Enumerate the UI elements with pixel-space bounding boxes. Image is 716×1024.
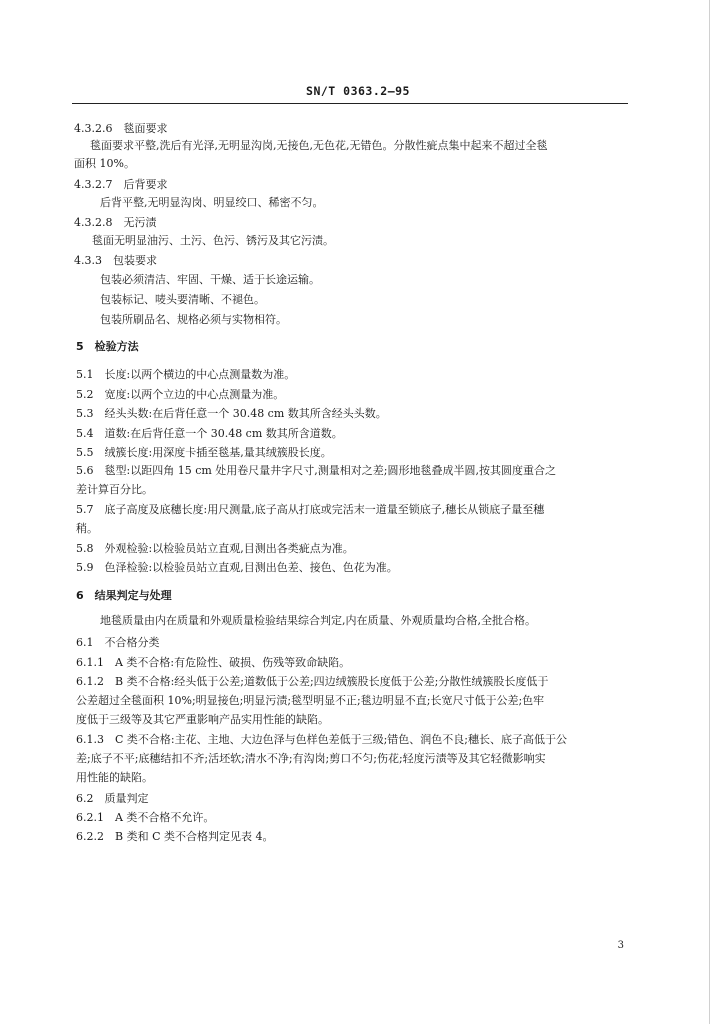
clause-text: 面积 10%。 bbox=[74, 157, 135, 170]
header-rule bbox=[72, 103, 628, 104]
clause-5-3: 5.3 经头头数:在后背任意一个 30.48 cm 数其所含经头头数。 bbox=[76, 407, 387, 420]
clause-text: 包装标记、唛头要清晰、不褪色。 bbox=[100, 293, 265, 306]
clause-6-2: 6.2 质量判定 bbox=[76, 792, 149, 805]
clause-text: 毯面要求平整,洗后有光泽,无明显沟岗,无接色,无色花,无错色。分散性疵点集中起来不超过全毯 bbox=[90, 139, 548, 152]
clause-5-7-cont: 稍。 bbox=[76, 522, 98, 535]
section-6-intro: 地毯质量由内在质量和外观质量检验结果综合判定,内在质量、外观质量均合格,全批合格。 bbox=[100, 614, 536, 627]
clause-text: 包装必须清洁、牢固、干燥、适于长途运输。 bbox=[100, 273, 320, 286]
clause-5-8: 5.8 外观检验:以检验员站立直观,目测出各类疵点为准。 bbox=[76, 542, 354, 555]
clause-6-1-1: 6.1.1 A 类不合格:有危险性、破损、伤残等致命缺陷。 bbox=[76, 656, 351, 669]
clause-6-1-2-cont: 度低于三级等及其它严重影响产品实用性能的缺陷。 bbox=[76, 713, 329, 726]
clause-5-1: 5.1 长度:以两个横边的中心点测量数为准。 bbox=[76, 368, 296, 381]
clause-5-4: 5.4 道数:在后背任意一个 30.48 cm 数其所含道数。 bbox=[76, 427, 343, 440]
clause-text: 后背平整,无明显沟岗、明显绞口、稀密不匀。 bbox=[100, 196, 324, 209]
clause-5-2: 5.2 宽度:以两个立边的中心点测量为准。 bbox=[76, 388, 285, 401]
clause-text: 毯面无明显油污、土污、色污、锈污及其它污渍。 bbox=[92, 234, 334, 247]
clause-6-1-2-cont: 公差超过全毯面积 10%;明显接色;明显污渍;毯型明显不正;毯边明显不直;长宽尺寸低于公差;色牢 bbox=[76, 694, 545, 707]
clause-4-3-2-6-heading: 4.3.2.6 毯面要求 bbox=[74, 122, 168, 135]
clause-5-6: 5.6 毯型:以距四角 15 cm 处用卷尺量井字尺寸,测量相对之差;圆形地毯叠成半圆,按其圆度重合之 bbox=[76, 464, 556, 477]
page-edge bbox=[709, 0, 710, 1024]
clause-text: 包装所刷品名、规格必须与实物相符。 bbox=[100, 313, 287, 326]
clause-4-3-2-8-heading: 4.3.2.8 无污渍 bbox=[74, 216, 157, 229]
section-6-heading: 6 结果判定与处理 bbox=[76, 589, 172, 602]
clause-6-2-2: 6.2.2 B 类和 C 类不合格判定见表 4。 bbox=[76, 830, 274, 843]
section-5-heading: 5 检验方法 bbox=[76, 340, 139, 353]
clause-6-2-1: 6.2.1 A 类不合格不允许。 bbox=[76, 811, 215, 824]
clause-6-1-3-cont: 用性能的缺陷。 bbox=[76, 771, 153, 784]
clause-6-1-2: 6.1.2 B 类不合格:经头低于公差;道数低于公差;四边绒簇股长度低于公差;分散性绒簇股长度低于 bbox=[76, 675, 549, 688]
clause-6-1-3: 6.1.3 C 类不合格:主花、主地、大边色泽与色样色差低于三级;错色、润色不良;穗长、底子高低于公 bbox=[76, 733, 568, 746]
standard-code-header: SN/T 0363.2—95 bbox=[306, 84, 410, 98]
clause-6-1-3-cont: 差;底子不平;底穗结扣不齐;活坯软;清水不净;有沟岗;剪口不匀;伤花;轻度污渍等及其它轻微影响实 bbox=[76, 752, 546, 765]
clause-4-3-2-7-heading: 4.3.2.7 后背要求 bbox=[74, 178, 168, 191]
clause-6-1: 6.1 不合格分类 bbox=[76, 636, 160, 649]
clause-4-3-3-heading: 4.3.3 包装要求 bbox=[74, 254, 157, 267]
page-number: 3 bbox=[617, 940, 624, 951]
clause-5-5: 5.5 绒簇长度:用深度卡插至毯基,量其绒簇股长度。 bbox=[76, 446, 332, 459]
clause-5-9: 5.9 色泽检验:以检验员站立直观,目测出色差、接色、色花为准。 bbox=[76, 561, 398, 574]
clause-5-6-cont: 差计算百分比。 bbox=[76, 483, 153, 496]
clause-5-7: 5.7 底子高度及底穗长度:用尺测量,底子高从打底或完活末一道量至锁底子,穗长从锁底子量至穗 bbox=[76, 503, 545, 516]
